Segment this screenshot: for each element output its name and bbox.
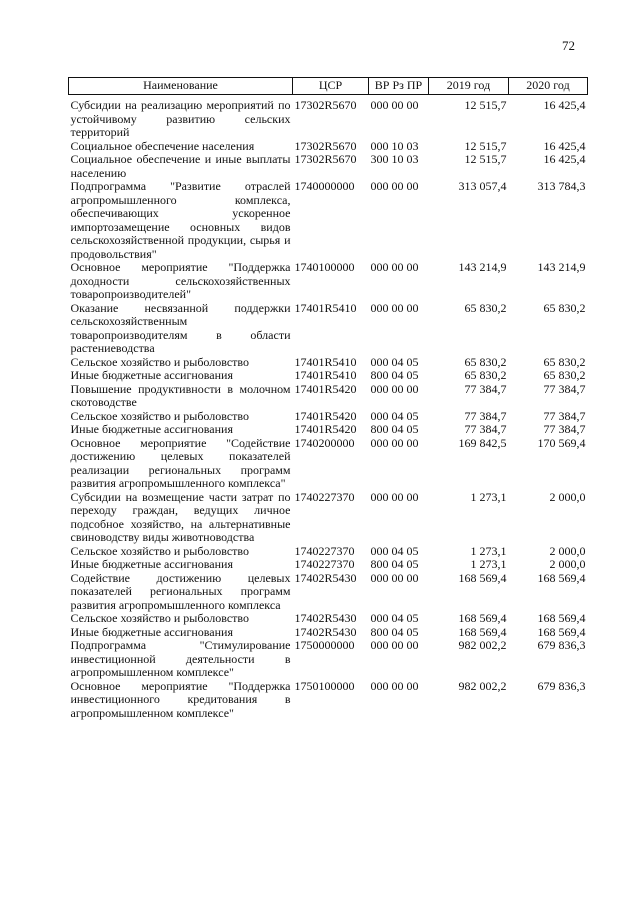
row-csr: 1750100000 [294, 678, 355, 693]
row-2020: 168 569,4 [537, 611, 586, 625]
row-csr: 17402R5430 [294, 611, 357, 625]
row-2020: 77 384,7 [543, 422, 586, 436]
row-2019: 65 830,2 [464, 300, 507, 315]
header-2019: 2019 год [429, 78, 509, 95]
table-row [69, 626, 588, 640]
row-codes: 000 00 00 [370, 300, 419, 315]
row-2019: 1 273,1 [470, 489, 507, 504]
row-name: Основное мероприятие "Поддержка инвестиционного кредитования в агропромышленном комплексе" [70, 678, 291, 720]
row-csr: 17401R5410 [294, 354, 357, 369]
row-codes: 000 00 00 [370, 98, 419, 112]
row-name: Сельское хозяйство и рыболовство [70, 543, 250, 558]
row-2019: 77 384,7 [464, 408, 507, 423]
header-csr: ЦСР [293, 78, 369, 95]
table-row [69, 140, 588, 154]
row-name: Повышение продуктивности в молочном скотоводстве [70, 381, 291, 409]
row-name: Иные бюджетные ассигнования [70, 368, 233, 382]
row-codes: 000 04 05 [370, 543, 419, 558]
row-2020: 170 569,4 [537, 435, 586, 450]
table-row [69, 383, 588, 410]
row-codes: 000 00 00 [370, 179, 419, 193]
page-number: 72 [562, 38, 575, 53]
row-name: Подпрограмма "Стимулирование инвестиционной деятельности в агропромышленном комплексе" [70, 638, 291, 679]
table-body [69, 95, 588, 721]
row-csr: 17401R5420 [294, 422, 357, 436]
table-row [69, 437, 588, 491]
row-2020: 679 836,3 [537, 638, 586, 652]
row-csr: 17302R5670 [294, 138, 357, 153]
row-codes: 000 00 00 [370, 489, 419, 504]
table-header [69, 78, 588, 95]
row-2020: 168 569,4 [537, 570, 586, 585]
row-2020: 65 830,2 [543, 354, 586, 369]
row-csr: 17401R5420 [294, 381, 357, 396]
row-name: Иные бюджетные ассигнования [70, 557, 233, 571]
row-2019: 1 273,1 [470, 543, 507, 558]
row-2019: 77 384,7 [464, 422, 507, 436]
table-row [69, 612, 588, 626]
row-csr: 17401R5410 [294, 368, 357, 382]
row-name: Иные бюджетные ассигнования [70, 624, 233, 639]
header-codes: ВР Рз ПР [369, 78, 429, 95]
table-row [69, 153, 588, 180]
row-name: Субсидии на реализацию мероприятий по устойчивому развитию сельских территорий [70, 98, 291, 139]
row-2020: 679 836,3 [537, 678, 586, 693]
row-name: Социальное обеспечение населения [70, 138, 255, 153]
budget-table [68, 77, 588, 720]
row-codes: 800 04 05 [370, 557, 419, 571]
row-codes: 000 00 00 [370, 678, 419, 693]
row-codes: 000 00 00 [370, 260, 419, 274]
row-csr: 1740100000 [294, 260, 355, 274]
table-row [69, 545, 588, 559]
row-2020: 16 425,4 [543, 152, 586, 166]
row-name: Иные бюджетные ассигнования [70, 422, 233, 436]
row-codes: 800 04 05 [370, 624, 419, 639]
row-2019: 65 830,2 [464, 354, 507, 369]
row-2020: 77 384,7 [543, 408, 586, 423]
row-codes: 300 10 03 [370, 152, 419, 166]
row-2020: 16 425,4 [543, 138, 586, 153]
row-name: Основное мероприятие "Содействие достижению целевых показателей реализации региональных программ развития агропромышленного комплекса" [70, 435, 291, 490]
table-row [69, 680, 588, 721]
table-row [69, 410, 588, 424]
row-2019: 1 273,1 [470, 557, 507, 571]
row-2020: 2 000,0 [549, 557, 586, 571]
row-name: Оказание несвязанной поддержки сельскохозяйственным товаропроизводителям в области растениеводства [70, 300, 291, 355]
row-2019: 313 057,4 [458, 179, 507, 193]
row-name: Содействие достижению целевых показателей региональных программ развития агропромышленного комплекса [70, 570, 291, 612]
row-codes: 000 00 00 [370, 570, 419, 585]
row-2019: 65 830,2 [464, 368, 507, 382]
row-csr: 1750000000 [294, 638, 355, 652]
row-name: Субсидии на возмещение части затрат по переходу граждан, ведущих личное подсобное хозяйство, на альтернативные свиноводству виды животноводства [70, 489, 291, 544]
row-codes: 000 10 03 [370, 138, 419, 153]
row-csr: 17402R5430 [294, 570, 357, 585]
table-row [69, 558, 588, 572]
row-2019: 982 002,2 [458, 638, 507, 652]
row-csr: 17302R5670 [294, 98, 357, 112]
row-csr: 1740227370 [294, 489, 355, 504]
row-2019: 168 569,4 [458, 611, 507, 625]
row-2019: 12 515,7 [464, 138, 507, 153]
row-2020: 65 830,2 [543, 368, 586, 382]
row-codes: 800 04 05 [370, 368, 419, 382]
table-row [69, 369, 588, 383]
row-2019: 143 214,9 [458, 260, 507, 274]
row-2019: 77 384,7 [464, 381, 507, 396]
row-csr: 1740200000 [294, 435, 355, 450]
row-name: Сельское хозяйство и рыболовство [70, 408, 250, 423]
row-codes: 800 04 05 [370, 422, 419, 436]
row-2020: 77 384,7 [543, 381, 586, 396]
row-2020: 65 830,2 [543, 300, 586, 315]
row-2020: 143 214,9 [537, 260, 586, 274]
table-row [69, 423, 588, 437]
row-csr: 17401R5410 [294, 300, 357, 315]
row-codes: 000 00 00 [370, 638, 419, 652]
row-2019: 982 002,2 [458, 678, 507, 693]
row-name: Подпрограмма "Развитие отраслей агропромышленного комплекса, обеспечивающих ускоренное импортозамещение основных видов сельскохозяйственной продукции, сырья и продовольствия" [70, 179, 291, 261]
row-codes: 000 04 05 [370, 408, 419, 423]
row-2019: 169 842,5 [458, 435, 507, 450]
header-name: Наименование [69, 78, 293, 95]
table-row [69, 99, 588, 140]
row-2020: 313 784,3 [537, 179, 586, 193]
row-name: Сельское хозяйство и рыболовство [70, 611, 250, 625]
row-2020: 16 425,4 [543, 98, 586, 112]
row-csr: 1740227370 [294, 557, 355, 571]
row-2020: 2 000,0 [549, 543, 586, 558]
row-2019: 168 569,4 [458, 570, 507, 585]
row-csr: 1740227370 [294, 543, 355, 558]
row-2019: 12 515,7 [464, 98, 507, 112]
table-row [69, 639, 588, 680]
row-2020: 168 569,4 [537, 624, 586, 639]
row-name: Основное мероприятие "Поддержка доходности сельскохозяйственных товаропроизводителей" [70, 260, 291, 301]
row-2019: 12 515,7 [464, 152, 507, 166]
row-csr: 17302R5670 [294, 152, 357, 166]
header-2020: 2020 год [509, 78, 588, 95]
table-row [69, 302, 588, 356]
row-2019: 168 569,4 [458, 624, 507, 639]
row-csr: 17401R5420 [294, 408, 357, 423]
row-codes: 000 00 00 [370, 435, 419, 450]
row-codes: 000 04 05 [370, 611, 419, 625]
table-row [69, 491, 588, 545]
row-csr: 17402R5430 [294, 624, 357, 639]
row-csr: 1740000000 [294, 179, 355, 193]
row-codes: 000 00 00 [370, 381, 419, 396]
table-row [69, 180, 588, 261]
row-codes: 000 04 05 [370, 354, 419, 369]
row-name: Социальное обеспечение и иные выплаты населению [70, 152, 291, 180]
table-row [69, 356, 588, 370]
row-name: Сельское хозяйство и рыболовство [70, 354, 250, 369]
table-row [69, 572, 588, 613]
row-2020: 2 000,0 [549, 489, 586, 504]
table-row [69, 261, 588, 302]
